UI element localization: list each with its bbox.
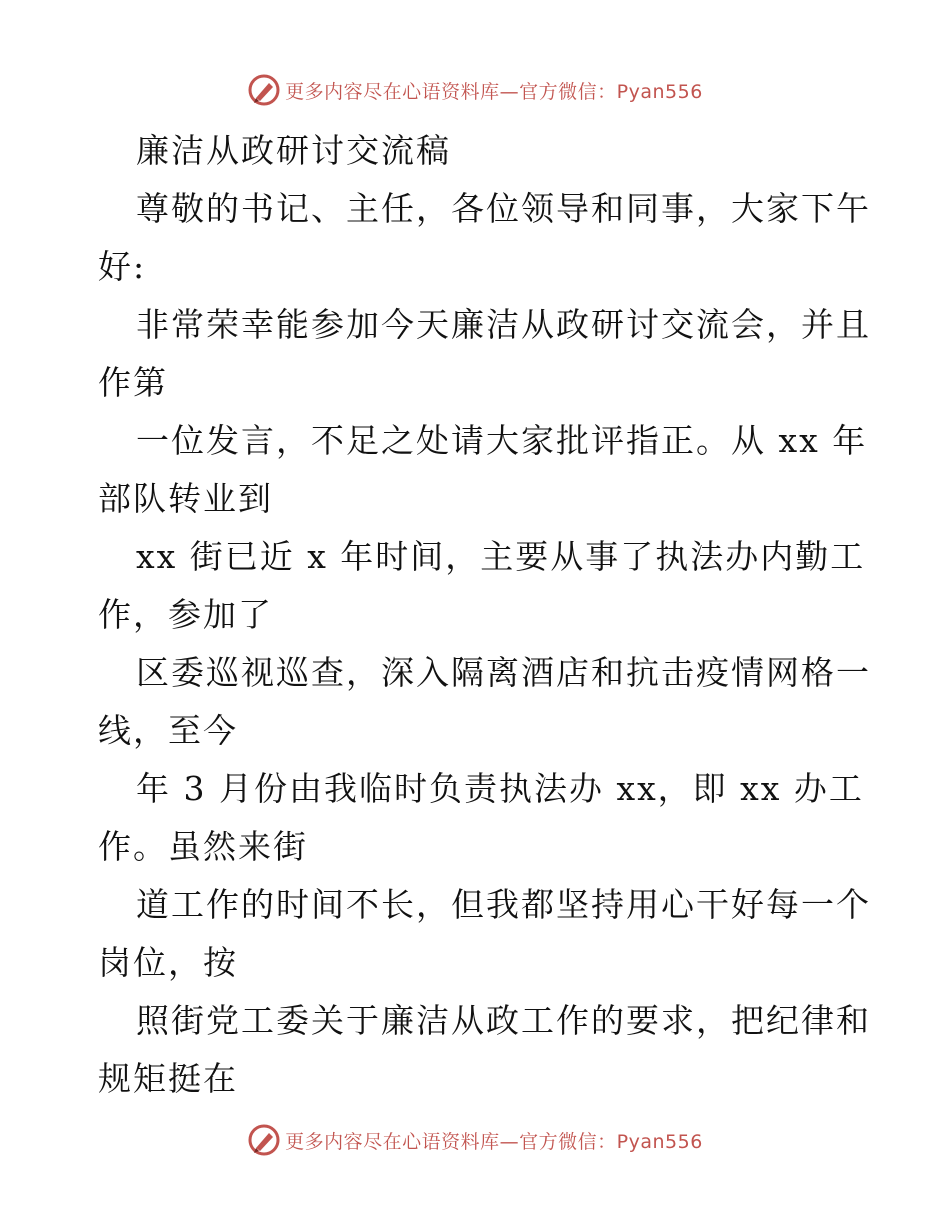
text-line: 线，至今 bbox=[98, 711, 238, 750]
header-banner-text: 更多内容尽在心语资料库—官方微信：Pyan556 bbox=[285, 80, 703, 103]
text-line: 作，参加了 bbox=[98, 595, 273, 634]
footer-banner-text: 更多内容尽在心语资料库—官方微信：Pyan556 bbox=[285, 1130, 703, 1153]
pen-logo-icon bbox=[247, 73, 281, 107]
pen-logo-icon bbox=[247, 1123, 281, 1157]
header-banner bbox=[0, 70, 950, 110]
text-line: 年 3 月份由我临时负责执法办 xx，即 xx 办工 bbox=[136, 769, 864, 808]
text-line: 规矩挺在 bbox=[98, 1059, 238, 1098]
document-body bbox=[98, 122, 871, 1108]
text-line: 非常荣幸能参加今天廉洁从政研讨交流会，并且 bbox=[136, 305, 871, 344]
text-line: xx 街已近 x 年时间，主要从事了执法办内勤工 bbox=[136, 537, 866, 576]
text-line: 区委巡视巡查，深入隔离酒店和抗击疫情网格一 bbox=[136, 653, 871, 692]
text-line: 作。虽然来街 bbox=[98, 827, 308, 866]
text-line: 尊敬的书记、主任，各位领导和同事，大家下午 bbox=[136, 189, 871, 228]
footer-banner bbox=[0, 1120, 950, 1160]
text-line: 道工作的时间不长，但我都坚持用心干好每一个 bbox=[136, 885, 871, 924]
text-line: 廉洁从政研讨交流稿 bbox=[136, 131, 451, 170]
text-line: 部队转业到 bbox=[98, 479, 273, 518]
text-line: 一位发言，不足之处请大家批评指正。从 xx 年 bbox=[136, 421, 868, 460]
text-line: 作第 bbox=[98, 363, 168, 402]
text-line: 照街党工委关于廉洁从政工作的要求，把纪律和 bbox=[136, 1001, 871, 1040]
text-line: 好: bbox=[98, 247, 147, 286]
text-line: 岗位，按 bbox=[98, 943, 238, 982]
